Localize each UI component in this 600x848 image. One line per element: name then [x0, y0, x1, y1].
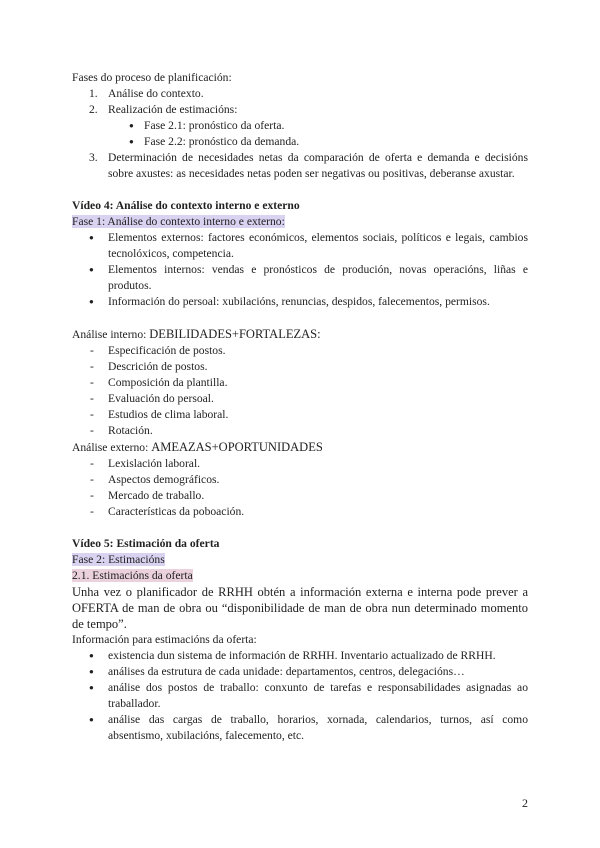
video5-subheading: 2.1. Estimacións da oferta: [72, 569, 193, 582]
video4-bullets: [72, 230, 528, 310]
list-item: - Evaluación do persoal.: [72, 391, 528, 407]
list-item: - Mercado de traballo.: [72, 488, 528, 504]
document-page: [72, 70, 528, 744]
phase3-list: [72, 150, 528, 182]
list-item: - Estudios de clima laboral.: [72, 407, 528, 423]
list-item: - Lexislación laboral.: [72, 456, 528, 472]
list-item: - Descrición de postos.: [72, 359, 528, 375]
intro-text: Fases do proceso de planificación:: [72, 71, 232, 84]
list-item: ● Información do persoal: xubilacións, renuncias, despidos, falecementos, permisos.: [72, 294, 528, 310]
external-heading: Análise externo: AMEAZAS+OPORTUNIDADES: [72, 440, 323, 454]
phases-list: [72, 86, 528, 118]
list-item: ● Elementos internos: vendas e pronósticos de produción, novas operacións, liñas e produtos.: [72, 262, 528, 294]
list-item: ● análises da estrutura de cada unidade: departamentos, centros, delegacións…: [72, 664, 528, 680]
video5-heading: Vídeo 5: Estimación da oferta: [72, 537, 220, 550]
video5-bullets: [72, 648, 528, 744]
internal-list: [72, 343, 528, 439]
list-item: ● existencia dun sistema de información de RRHH. Inventario actualizado de RRHH.: [72, 648, 528, 664]
list-item: ● análise dos postos de traballo: conxunto de tarefas e responsabilidades asignadas ao traballador.: [72, 680, 528, 712]
list-item: ● Elementos externos: factores económicos, elementos sociais, políticos e legais, cambios tecnolóxicos, competencia.: [72, 230, 528, 262]
list-item: - Aspectos demográficos.: [72, 472, 528, 488]
list-item: - Especificación de postos.: [72, 343, 528, 359]
internal-heading: Análise interno: DEBILIDADES+FORTALEZAS:: [72, 327, 321, 341]
video5-paragraph: Unha vez o planificador de RRHH obtén a información externa e interna pode prever a OFERTA de man de obra ou “disponibilidade de man de obra nun determinado momento de tempo”.: [72, 585, 528, 631]
page-number: 2: [522, 796, 528, 810]
video4-fase: Fase 1: Análise do contexto interno e externo:: [72, 215, 285, 228]
video4-heading: Vídeo 4: Análise do contexto interno e externo: [72, 199, 300, 212]
list-item: 3. Determinación de necesidades netas da comparación de oferta e demanda e decisións sobre axustes: as necesidades netas poden ser negativas ou positivas, deberanse axustar.: [89, 151, 528, 180]
list-item: 1. Análise do contexto.: [89, 87, 204, 100]
list-item: - Rotación.: [72, 423, 528, 439]
list-item: ● Fase 2.1: pronóstico da oferta.: [72, 118, 528, 134]
external-list: [72, 456, 528, 520]
subphases-list: [72, 118, 528, 150]
video5-fase: Fase 2: Estimacións: [72, 553, 165, 566]
list-item: - Características da poboación.: [72, 504, 528, 520]
info-label: Información para estimacións da oferta:: [72, 633, 257, 646]
list-item: - Composición da plantilla.: [72, 375, 528, 391]
list-item: 2. Realización de estimacións:: [89, 103, 238, 116]
list-item: ● Fase 2.2: pronóstico da demanda.: [72, 134, 528, 150]
list-item: ● análise das cargas de traballo, horarios, xornada, calendarios, turnos, así como absentismo, xubilacións, falecemento, etc.: [72, 712, 528, 744]
